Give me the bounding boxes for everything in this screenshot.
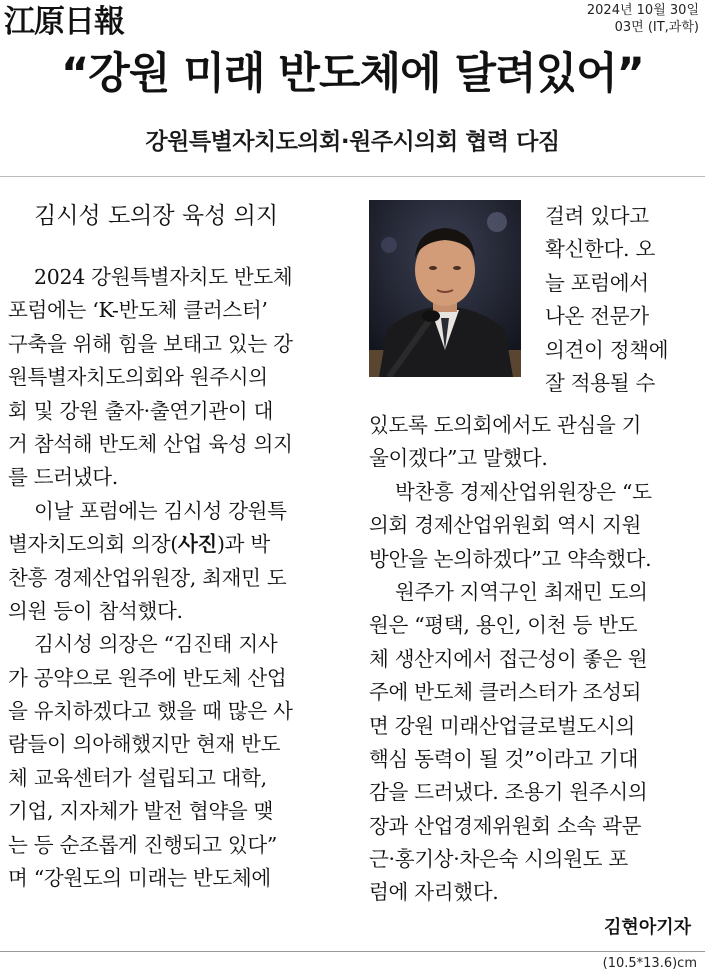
text-line: 이날 포럼에는 김시성 강원특 <box>34 498 287 523</box>
text-line: 면 강원 미래산업글로벌도시의 <box>369 713 635 738</box>
text-line: 확신한다. 오 <box>545 237 655 262</box>
text-line: 을 유치하겠다고 했을 때 많은 사 <box>8 699 293 724</box>
text-line: 가 공약으로 원주에 반도체 산업 <box>8 665 287 690</box>
text-line: 며 “강원도의 미래는 반도체에 <box>8 866 271 891</box>
text-line: 체 교육센터가 설립되고 대학, <box>8 765 267 790</box>
text-line: 의원 등이 참석했다. <box>8 598 183 623</box>
article-size: (10.5*13.6)cm <box>602 956 697 971</box>
issue-date: 2024년 10월 30일 <box>586 3 699 18</box>
text-line: 를 드러냈다. <box>8 465 118 490</box>
text-line: 2024 강원특별자치도 반도체 <box>34 265 293 289</box>
text-line: 구축을 위해 힘을 보태고 있는 강 <box>8 331 293 356</box>
text-line: 포럼에는 ‘K-반도체 클러스터’ <box>8 298 268 323</box>
bottom-divider <box>0 951 705 952</box>
newspaper-logo: 江原日報 <box>4 4 124 40</box>
text-line: 의회 경제산업위원회 역시 지원 <box>369 513 642 538</box>
text-line: 주에 반도체 클러스터가 조성되 <box>369 680 642 705</box>
text-line: 잘 적용될 수 <box>545 370 655 395</box>
text-line: 람들이 의아해했지만 현재 반도 <box>8 732 281 757</box>
text-line: 원은 “평택, 용인, 이천 등 반도 <box>369 613 638 638</box>
text-line: 감을 드러냈다. 조용기 원주시의 <box>369 780 648 805</box>
text-line: 근·홍기상·차은숙 시의원도 포 <box>369 847 628 872</box>
speaker-photo <box>369 200 521 377</box>
page-section: 03면 (IT,과학) <box>614 20 699 35</box>
text-line: 의견이 정책에 <box>545 337 669 362</box>
text-line: 는 등 순조롭게 진행되고 있다” <box>8 832 278 857</box>
text-line: 체 생산지에서 접근성이 좋은 원 <box>369 646 648 671</box>
text-line: 방안을 논의하겠다”고 약속했다. <box>369 546 652 571</box>
text-line: 나온 전문가 <box>545 304 649 329</box>
headline: “강원 미래 반도체에 달려있어” <box>61 49 644 99</box>
text-line: 거 참석해 반도체 산업 육성 의지 <box>8 431 293 456</box>
text-line: 늘 포럼에서 <box>545 270 649 295</box>
byline: 김현아기자 <box>604 917 691 938</box>
text-line: 찬흥 경제산업위원장, 최재민 도 <box>8 565 287 590</box>
divider <box>0 176 705 177</box>
text-line: 회 및 강원 출자·출연기관이 대 <box>8 398 274 423</box>
text-line: 박찬흥 경제산업위원장은 “도 <box>395 479 652 504</box>
text-line: 럼에 자리했다. <box>369 880 499 905</box>
section-title: 김시성 도의장 육성 의지 <box>34 203 279 229</box>
text-line: 원특별자치도의회와 원주시의 <box>8 365 268 390</box>
right-top-column <box>545 200 705 400</box>
text-line: 걸려 있다고 <box>545 204 649 228</box>
text-line: 장과 산업경제위원회 소속 곽문 <box>369 813 642 838</box>
text-line: 별자치도의회 의장(사진)과 박 <box>8 532 270 557</box>
subheadline: 강원특별자치도의회·원주시의회 협력 다짐 <box>145 129 560 155</box>
text-line: 김시성 의장은 “김진태 지사 <box>34 632 278 657</box>
left-column <box>8 261 348 895</box>
right-column <box>369 409 705 910</box>
text-line: 핵심 동력이 될 것”이라고 기대 <box>369 746 639 771</box>
text-line: 기업, 지자체가 발전 협약을 맺 <box>8 799 274 824</box>
text-line: 있도록 도의회에서도 관심을 기 <box>369 413 642 437</box>
text-line: 원주가 지역구인 최재민 도의 <box>395 579 648 604</box>
speaker-at-microphone-icon <box>369 200 521 377</box>
text-line: 울이겠다”고 말했다. <box>369 446 548 471</box>
